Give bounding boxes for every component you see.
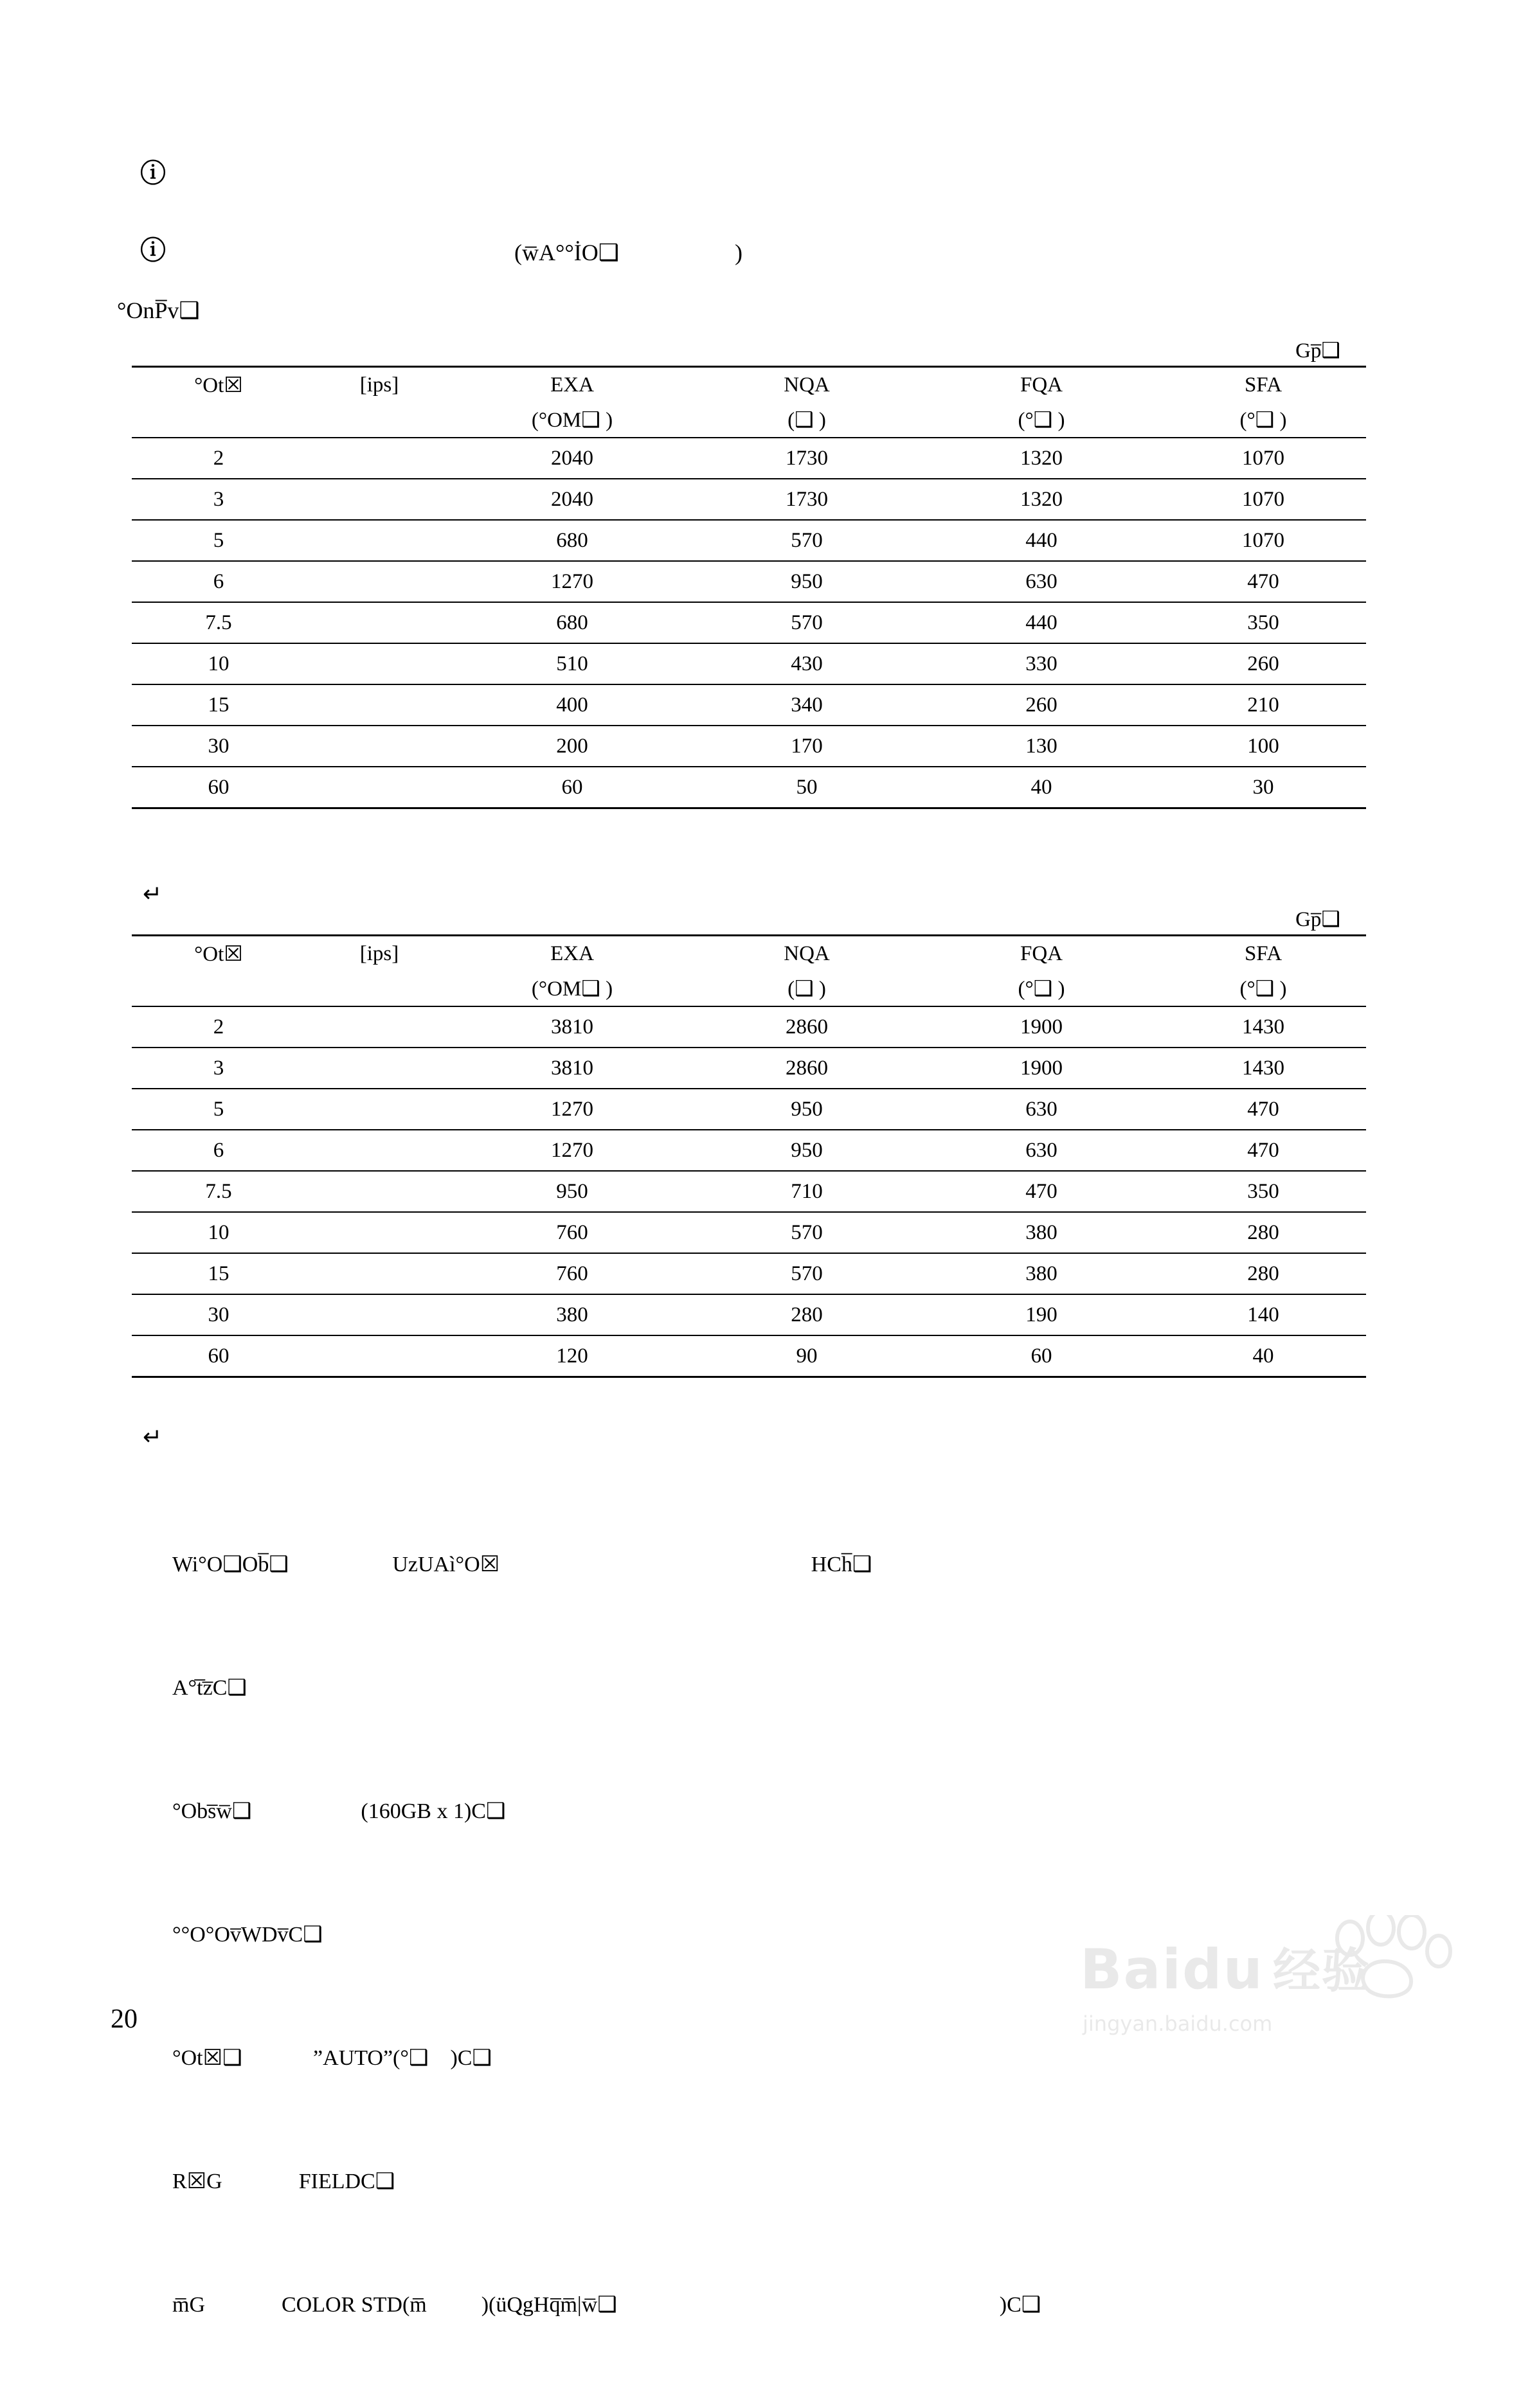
cell-fps: 2 (132, 438, 305, 479)
watermark-brand: Baidu (1080, 1938, 1264, 2002)
baidu-watermark (1080, 1915, 1479, 2050)
cell-fps: 7.5 (132, 1171, 305, 1212)
cell-ips (305, 767, 453, 808)
cell-exa: 680 (453, 602, 691, 643)
cell-fps: 3 (132, 479, 305, 520)
cell-exa: 510 (453, 643, 691, 684)
cell-nqa: 430 (691, 643, 923, 684)
cell-sfa: 260 (1160, 643, 1366, 684)
cell-fqa: 440 (923, 520, 1160, 561)
cell-nqa: 50 (691, 767, 923, 808)
cell-sfa: 280 (1160, 1253, 1366, 1294)
note-line: °Obs̅w̅❑ (160GB x 1)C❑ (172, 1799, 506, 1823)
cell-fps: 3 (132, 1048, 305, 1089)
section-label-1: °OnP̅v❑ (117, 298, 200, 323)
cell-exa: 1270 (453, 561, 691, 602)
note-line: °Ot☒❑ ”AUTO”(°❑ )C❑ (172, 2046, 492, 2070)
table-1-subheader-row (132, 402, 1366, 438)
th2-fps (132, 402, 305, 438)
cell-fps: 5 (132, 520, 305, 561)
cell-fqa: 1900 (923, 1048, 1160, 1089)
table-row (132, 1171, 1366, 1212)
th2-ips (305, 971, 453, 1006)
table-row (132, 602, 1366, 643)
cell-fqa: 630 (923, 1089, 1160, 1130)
table-2-subheader-row (132, 971, 1366, 1006)
table-row (132, 520, 1366, 561)
cell-nqa: 570 (691, 1253, 923, 1294)
table-row (132, 1048, 1366, 1089)
cell-sfa: 350 (1160, 1171, 1366, 1212)
table-row (132, 1253, 1366, 1294)
cell-exa: 1270 (453, 1089, 691, 1130)
cell-fqa: 330 (923, 643, 1160, 684)
spec-table-2-wrap (132, 906, 1366, 1378)
cell-sfa: 1430 (1160, 1006, 1366, 1048)
cell-sfa: 470 (1160, 1089, 1366, 1130)
cell-sfa: 350 (1160, 602, 1366, 643)
cell-ips (305, 1171, 453, 1212)
th2-fqa: (°❑ ) (923, 971, 1160, 1006)
cell-nqa: 570 (691, 602, 923, 643)
cell-sfa: 30 (1160, 767, 1366, 808)
cell-ips (305, 1253, 453, 1294)
mid-section-marker: ↵ (143, 881, 163, 907)
cell-fqa: 380 (923, 1212, 1160, 1253)
th-sfa: SFA (1160, 367, 1366, 403)
cell-nqa: 2860 (691, 1006, 923, 1048)
th-fps: °Ot☒ (132, 367, 305, 403)
cell-nqa: 710 (691, 1171, 923, 1212)
cell-fps: 60 (132, 767, 305, 808)
cell-fps: 30 (132, 1294, 305, 1335)
cell-exa: 3810 (453, 1006, 691, 1048)
cell-nqa: 570 (691, 520, 923, 561)
cell-exa: 400 (453, 684, 691, 726)
th2-sfa: (°❑ ) (1160, 971, 1366, 1006)
watermark-brand-cn: 经验 (1273, 1943, 1371, 1999)
th2-nqa: (❑ ) (691, 971, 923, 1006)
cell-exa: 2040 (453, 479, 691, 520)
th-nqa: NQA (691, 936, 923, 972)
watermark-url: jingyan.baidu.com (1083, 2011, 1273, 2036)
cell-nqa: 2860 (691, 1048, 923, 1089)
cell-nqa: 570 (691, 1212, 923, 1253)
cell-sfa: 470 (1160, 561, 1366, 602)
table-row (132, 438, 1366, 479)
cell-sfa: 210 (1160, 684, 1366, 726)
note-line: R☒G FIELDC❑ (172, 2170, 395, 2193)
cell-ips (305, 1048, 453, 1089)
cell-exa: 2040 (453, 438, 691, 479)
cell-ips (305, 643, 453, 684)
cell-ips (305, 1335, 453, 1377)
cell-exa: 200 (453, 726, 691, 767)
cell-sfa: 1070 (1160, 520, 1366, 561)
cell-fps: 10 (132, 1212, 305, 1253)
cell-ips (305, 1006, 453, 1048)
cell-nqa: 1730 (691, 438, 923, 479)
cell-fqa: 630 (923, 1130, 1160, 1171)
cell-sfa: 280 (1160, 1212, 1366, 1253)
th-fqa: FQA (923, 367, 1160, 403)
table-row (132, 561, 1366, 602)
cell-exa: 950 (453, 1171, 691, 1212)
table-2-header-row (132, 936, 1366, 972)
cell-fqa: 630 (923, 561, 1160, 602)
cell-ips (305, 726, 453, 767)
table-2-unit-note: Gp̅❑ (1295, 908, 1340, 931)
cell-nqa: 950 (691, 561, 923, 602)
cell-nqa: 340 (691, 684, 923, 726)
paw-print-icon (1331, 1915, 1459, 1999)
cell-fps: 7.5 (132, 602, 305, 643)
table-row (132, 1335, 1366, 1377)
cell-fps: 6 (132, 561, 305, 602)
table-row (132, 643, 1366, 684)
notes-marker: ↵ (143, 1424, 163, 1450)
cell-nqa: 280 (691, 1294, 923, 1335)
spec-table-2 (132, 934, 1366, 1378)
note-line: m̅G COLOR STD(m̅ )(üQgHq̅m̅|w̅❑ )C❑ (172, 2293, 1041, 2317)
cell-sfa: 40 (1160, 1335, 1366, 1377)
cell-ips (305, 602, 453, 643)
table-1-header-row (132, 367, 1366, 403)
table-row (132, 684, 1366, 726)
cell-sfa: 470 (1160, 1130, 1366, 1171)
th-fqa: FQA (923, 936, 1160, 972)
th-exa: EXA (453, 936, 691, 972)
cell-nqa: 950 (691, 1089, 923, 1130)
cell-sfa: 1070 (1160, 438, 1366, 479)
cell-exa: 760 (453, 1253, 691, 1294)
cell-ips (305, 520, 453, 561)
table-row (132, 479, 1366, 520)
table-row (132, 1212, 1366, 1253)
cell-sfa: 1430 (1160, 1048, 1366, 1089)
cell-fqa: 260 (923, 684, 1160, 726)
cell-fps: 2 (132, 1006, 305, 1048)
cell-exa: 1270 (453, 1130, 691, 1171)
cell-fqa: 40 (923, 767, 1160, 808)
th2-sfa: (°❑ ) (1160, 402, 1366, 438)
page-number: 20 (111, 2004, 138, 2034)
th2-fps (132, 971, 305, 1006)
cell-fqa: 1900 (923, 1006, 1160, 1048)
table-row (132, 1130, 1366, 1171)
cell-ips (305, 438, 453, 479)
cell-fps: 30 (132, 726, 305, 767)
th2-exa: (°OM❑ ) (453, 971, 691, 1006)
cell-sfa: 1070 (1160, 479, 1366, 520)
th-exa: EXA (453, 367, 691, 403)
bullet-mark-2: ⓘ (140, 236, 166, 265)
cell-ips (305, 1130, 453, 1171)
cell-exa: 760 (453, 1212, 691, 1253)
note-line: Wi°O❑Ob̅❑ UzUAì°O☒ HCh̅❑ (172, 1553, 872, 1576)
table-1-unit-note: Gp̅❑ (1295, 339, 1340, 362)
th2-exa: (°OM❑ ) (453, 402, 691, 438)
cell-ips (305, 1089, 453, 1130)
cell-fps: 60 (132, 1335, 305, 1377)
header-line-2: (w̅A°°İO❑ ) (514, 240, 743, 265)
table-row (132, 767, 1366, 808)
cell-fps: 10 (132, 643, 305, 684)
spec-table-1 (132, 366, 1366, 809)
note-line: A°t̅z̅C❑ (172, 1676, 247, 1700)
cell-fps: 6 (132, 1130, 305, 1171)
table-row (132, 726, 1366, 767)
cell-fqa: 380 (923, 1253, 1160, 1294)
table-row (132, 1006, 1366, 1048)
th2-nqa: (❑ ) (691, 402, 923, 438)
cell-ips (305, 561, 453, 602)
notes-block (172, 1462, 1041, 2408)
bullet-mark-1: ⓘ (140, 159, 166, 188)
cell-ips (305, 684, 453, 726)
cell-fps: 15 (132, 684, 305, 726)
cell-exa: 680 (453, 520, 691, 561)
th-ips: [ips] (305, 936, 453, 972)
th-nqa: NQA (691, 367, 923, 403)
cell-nqa: 950 (691, 1130, 923, 1171)
cell-nqa: 170 (691, 726, 923, 767)
th-ips: [ips] (305, 367, 453, 403)
cell-ips (305, 1212, 453, 1253)
cell-fps: 15 (132, 1253, 305, 1294)
table-row (132, 1089, 1366, 1130)
note-line: °°O°Ov̅WDv̅C❑ (172, 1923, 323, 1947)
cell-exa: 3810 (453, 1048, 691, 1089)
cell-ips (305, 479, 453, 520)
spec-table-1-wrap (132, 337, 1366, 809)
th2-ips (305, 402, 453, 438)
cell-fqa: 1320 (923, 479, 1160, 520)
cell-fqa: 440 (923, 602, 1160, 643)
cell-sfa: 140 (1160, 1294, 1366, 1335)
cell-nqa: 1730 (691, 479, 923, 520)
cell-fqa: 1320 (923, 438, 1160, 479)
cell-fqa: 60 (923, 1335, 1160, 1377)
cell-ips (305, 1294, 453, 1335)
cell-exa: 380 (453, 1294, 691, 1335)
cell-nqa: 90 (691, 1335, 923, 1377)
cell-fps: 5 (132, 1089, 305, 1130)
th-sfa: SFA (1160, 936, 1366, 972)
th-fps: °Ot☒ (132, 936, 305, 972)
cell-exa: 60 (453, 767, 691, 808)
cell-sfa: 100 (1160, 726, 1366, 767)
cell-fqa: 190 (923, 1294, 1160, 1335)
cell-exa: 120 (453, 1335, 691, 1377)
th2-fqa: (°❑ ) (923, 402, 1160, 438)
cell-fqa: 130 (923, 726, 1160, 767)
table-row (132, 1294, 1366, 1335)
cell-fqa: 470 (923, 1171, 1160, 1212)
